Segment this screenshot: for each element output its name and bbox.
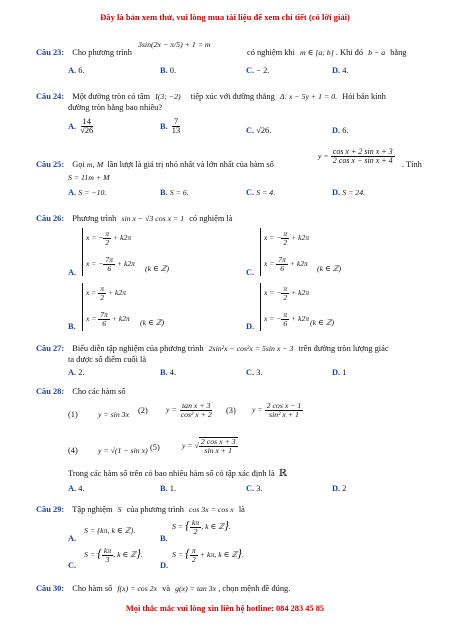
option-label: D. [160, 561, 169, 570]
q28-option-a[interactable] [68, 484, 85, 493]
question-text: Biểu diễn tập nghiệm của phương trình [72, 344, 204, 353]
option-label: D. [332, 368, 341, 377]
option-value: √26. [256, 126, 272, 135]
option-label: C. [246, 368, 255, 377]
q25-text-tail: . Tính [402, 160, 422, 169]
question-23 [36, 48, 132, 57]
k-condition: (k ∈ ℤ) [310, 318, 335, 327]
question-text: Trong các hàm số trên có bao nhiêu hàm số có tập xác định là [68, 469, 275, 478]
f1-number: (1) [68, 410, 78, 419]
question-number: Câu 30: [36, 584, 65, 593]
q23-equation [138, 40, 211, 49]
question-24 [36, 92, 386, 101]
q29-option-c[interactable] [68, 561, 76, 570]
q25-expression [68, 173, 110, 182]
option-label: C. [246, 66, 255, 75]
question-text: Cho các hàm số [72, 387, 126, 396]
math-expression: b − a [368, 48, 386, 57]
k-condition: (k ∈ ℤ) [145, 264, 170, 273]
q27-text-line2: ta được số điểm cuối là [68, 355, 147, 364]
q25-option-a[interactable] [68, 188, 106, 197]
option-value: 3. [256, 368, 263, 377]
option-value: 4. [342, 66, 349, 75]
q25-function: y = $\frac{\text{cos x + 2 sin x + 3}}{\text{2 cos x − sin x + 4}}$ [318, 147, 393, 165]
hotline-footer: Mọi thắc mắc vui lòng xin liên hệ hotline: 084 283 45 85 [125, 604, 325, 613]
option-value: 0. [169, 66, 177, 75]
q24-text-line2: đường tròn bằng bao nhiêu? [68, 103, 163, 112]
option-label: B. [160, 121, 168, 131]
math-expression: g(x) = tan 3x [175, 584, 217, 593]
question-text: trên đường tròn lượng giác [298, 344, 389, 353]
question-25 [36, 160, 274, 169]
option-label: A. [68, 121, 77, 131]
option-value: S = −10. [78, 188, 107, 197]
q27-option-a[interactable] [68, 368, 85, 377]
fraction: $\frac{7}{13}$ [171, 117, 181, 136]
option-value: S = 6. [169, 188, 189, 197]
q25-option-b[interactable] [160, 188, 189, 197]
math-set: ℝ [278, 468, 288, 479]
q29-option-b[interactable] [160, 534, 168, 543]
q27-option-d[interactable] [332, 368, 346, 377]
math-expression: 3sin(2x − π/5) + 1 = m [138, 40, 211, 49]
math-expression: cos 3x = cos x [189, 505, 234, 514]
f2-number: (2) [138, 406, 148, 415]
solution-line: x = $\frac{7\pi}{6}$ + k2π [264, 255, 308, 273]
function-1: y = sin 3x [98, 410, 130, 419]
option-label: D. [332, 126, 341, 135]
option-label: A. [68, 534, 77, 543]
q25-option-d[interactable] [332, 188, 365, 197]
solution-line: x = − $\frac{\pi}{2}$ + k2π [86, 229, 132, 247]
q24-option-b[interactable] [160, 118, 182, 136]
option-value: 2 [342, 484, 347, 493]
question-text: là [238, 505, 245, 514]
k-condition: (k ∈ ℤ) [140, 318, 165, 327]
punctuation: , [92, 160, 95, 169]
solution-line: x = $\frac{\pi}{2}$ + k2π [86, 284, 127, 302]
q27-option-c[interactable] [246, 368, 263, 377]
preview-notice: Đây là bản xem thử, vui lòng mua tài liệu để xem chi tiết (có lời giải) [100, 12, 350, 22]
q24-option-c[interactable] [246, 126, 271, 135]
option-value: − 2. [256, 66, 270, 75]
math-variable: S [117, 505, 122, 514]
q28-option-b[interactable] [160, 484, 176, 493]
question-text: Một đường tròn có tâm [72, 92, 151, 101]
q29-set-d: S = { $\frac{\pi}{2}$ + kπ, k ∈ ℤ}. [172, 545, 244, 564]
math-variable: m [86, 160, 93, 169]
question-28 [36, 387, 126, 396]
fraction: $\frac{14}{√26}$ [80, 117, 94, 136]
q24-option-a[interactable] [68, 118, 95, 136]
q29-set-b: S = { $\frac{k\pi}{2}$ , k ∈ ℤ}. [172, 517, 231, 536]
question-text: Gọi [72, 160, 85, 169]
solution-line: x = − $\frac{\pi}{2}$ + k2π [264, 284, 310, 302]
system-brace [260, 283, 261, 331]
option-label: A. [68, 66, 77, 75]
option-label: B. [160, 484, 168, 493]
function-2: y = $\frac{\text{tan x + 3}}{\text{cos² x + 2}}$ [166, 401, 212, 419]
question-number: Câu 24: [36, 92, 65, 101]
question-text: có nghiệm khi [247, 48, 295, 57]
function-4: y = √(1 − sin x) [98, 446, 148, 455]
question-text: Phương trình [72, 214, 117, 223]
option-label: B. [160, 368, 168, 377]
question-text: Cho hàm số [72, 584, 113, 593]
math-expression: sin x − √3 cos x = 1 [121, 214, 185, 223]
question-text: bằng [390, 48, 407, 57]
q26-option-b[interactable] [68, 322, 76, 331]
math-expression: Δ: x − 5y + 1 = 0. [279, 92, 338, 101]
fraction: $\frac{\text{cos x + 2 sin x + 3}}{\text{2 cos x − sin x + 4}}$ [332, 147, 393, 165]
option-value: 6. [78, 66, 85, 75]
option-label: D. [332, 66, 341, 75]
option-label: D. [246, 322, 255, 331]
option-label: A. [68, 268, 77, 277]
question-number: Câu 28: [36, 387, 65, 396]
math-expression: S = 11m + M [68, 173, 110, 182]
function-5: y = √ $\frac{\text{2 cos x + 3}}{\text{sin x + 1}}$ [182, 437, 236, 455]
option-label: D. [332, 188, 341, 197]
option-value: 2. [78, 368, 85, 377]
q29-option-a[interactable] [68, 534, 76, 543]
solution-line: x = $\frac{7\pi}{6}$ + k2π [86, 310, 130, 328]
question-text: . Khi đó [335, 48, 364, 57]
question-number: Câu 29: [36, 505, 65, 514]
q28-option-d[interactable] [332, 484, 346, 493]
q26-option-d[interactable] [246, 322, 254, 331]
question-text: tiếp xúc với đường thẳng [190, 92, 275, 101]
solution-line: x = − $\frac{\pi}{6}$ + k2π [264, 310, 310, 328]
option-label: D. [332, 484, 341, 493]
option-label: A. [68, 368, 77, 377]
option-label: C. [246, 484, 255, 493]
f3-number: (3) [226, 406, 236, 415]
question-number: Câu 26: [36, 214, 65, 223]
math-expression: m ∈ [a; b] [300, 48, 334, 57]
math-variable: M [96, 160, 104, 169]
question-number: Câu 27: [36, 344, 65, 353]
f4-number: (4) [68, 446, 78, 455]
option-value: 1 [342, 368, 347, 377]
question-text: và [162, 584, 171, 593]
q25-option-c[interactable] [246, 188, 275, 197]
question-text: lần lượt là giá trị nhỏ nhất và lớn nhất của hàm số [107, 160, 274, 169]
question-number: Câu 25: [36, 160, 65, 169]
q27-option-b[interactable] [160, 368, 176, 377]
option-value: 1. [169, 484, 177, 493]
question-text: Hỏi bán kính [342, 92, 386, 101]
option-label: A. [68, 484, 77, 493]
q29-option-d[interactable] [160, 561, 168, 570]
question-26 [36, 214, 232, 223]
math-expression: I(3; −2) [155, 92, 181, 101]
option-label: A. [68, 188, 77, 197]
system-brace [82, 228, 83, 276]
option-label: C. [246, 268, 255, 277]
q26-option-a[interactable] [68, 268, 76, 277]
q28-text-line2 [68, 468, 287, 479]
option-value: 4. [169, 368, 177, 377]
option-value: S = 24. [342, 188, 366, 197]
q23-condition [247, 48, 406, 57]
option-value: 6. [342, 126, 349, 135]
question-text: của phương trình [126, 505, 184, 514]
q29-set-a: S = {kπ, k ∈ ℤ}. [84, 526, 136, 535]
question-27 [36, 344, 389, 353]
option-label: B. [160, 188, 168, 197]
option-value: 3. [256, 484, 263, 493]
function-3: y = $\frac{\text{2 cos x − 1}}{\text{sin² x + 1}}$ [252, 401, 302, 419]
q26-option-c[interactable] [246, 268, 254, 277]
q28-option-c[interactable] [246, 484, 263, 493]
question-text: có nghiệm là [189, 214, 233, 223]
k-condition: (k ∈ ℤ) [317, 264, 342, 273]
solution-line: x = − $\frac{\pi}{2}$ + k2π [264, 229, 310, 247]
question-30 [36, 584, 290, 593]
question-text: Tập nghiệm [72, 505, 113, 514]
math-expression: 2sin²x − cos²x = 5sin x − 3 [208, 344, 294, 353]
q23-option-b[interactable] [160, 66, 176, 75]
option-value: S = 4. [256, 188, 276, 197]
option-value: 4. [78, 484, 85, 493]
question-number: Câu 23: [36, 48, 65, 57]
option-label: C. [246, 188, 255, 197]
question-text: Cho phương trình [72, 48, 132, 57]
math-expression: f(x) = cos 2x [117, 584, 158, 593]
question-text: , chọn mệnh đề đúng. [218, 584, 291, 593]
option-label: B. [68, 322, 76, 331]
question-29 [36, 505, 245, 514]
option-label: B. [160, 534, 168, 543]
q23-option-a[interactable] [68, 66, 85, 75]
q29-set-c: S = { $\frac{k\pi}{3}$ , k ∈ ℤ}. [84, 545, 143, 564]
q23-option-c[interactable] [246, 66, 269, 75]
system-brace [82, 283, 83, 331]
option-label: B. [160, 66, 168, 75]
f5-number: (5) [150, 443, 160, 452]
system-brace [260, 228, 261, 276]
q24-option-d[interactable] [332, 126, 349, 135]
option-label: C. [68, 561, 77, 570]
option-label: C. [246, 126, 255, 135]
q23-option-d[interactable] [332, 66, 349, 75]
solution-line: x = − $\frac{7\pi}{6}$ + k2π [86, 255, 135, 273]
